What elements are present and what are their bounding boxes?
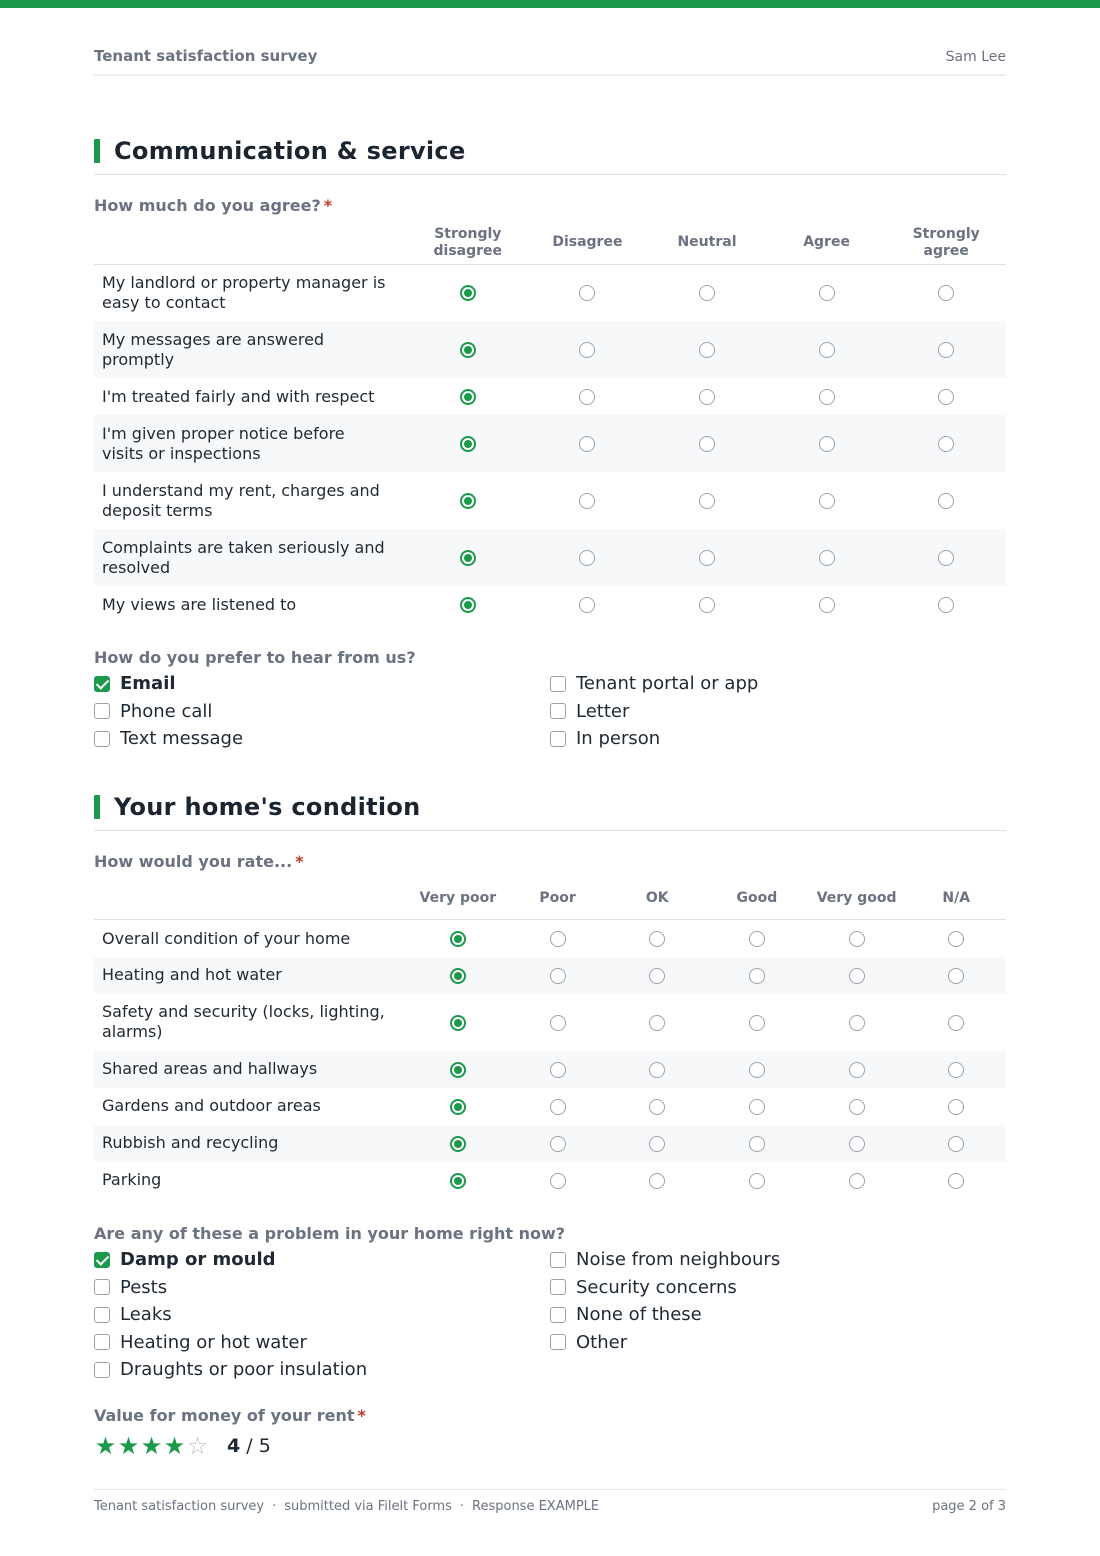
footer-form-name: Tenant satisfaction survey <box>94 1499 265 1514</box>
radio-button[interactable] <box>579 389 595 405</box>
radio-cell <box>767 264 887 321</box>
radio-cell <box>767 415 887 472</box>
radio-cell <box>508 994 608 1051</box>
radio-button[interactable] <box>450 968 466 984</box>
radio-cell <box>408 1125 508 1162</box>
radio-button[interactable] <box>699 550 715 566</box>
radio-button[interactable] <box>849 931 865 947</box>
radio-cell <box>886 415 1006 472</box>
rate-matrix <box>94 878 1006 1199</box>
column-header: OK <box>645 890 669 907</box>
checkbox-label: Security concerns <box>576 1276 737 1298</box>
row-label: I'm given proper notice before visits or inspections <box>102 423 345 463</box>
problems-options <box>94 1246 1006 1384</box>
question-text: How would you rate... <box>94 851 293 871</box>
checkbox-label: Other <box>576 1331 628 1353</box>
checkbox[interactable] <box>94 1252 110 1268</box>
checkbox-label: Phone call <box>120 700 213 722</box>
radio-cell <box>906 1162 1006 1199</box>
checkbox[interactable] <box>550 731 566 747</box>
respondent-name: Sam Lee <box>945 49 1006 65</box>
footer-meta <box>94 1499 599 1514</box>
options-column-left <box>94 1246 550 1384</box>
required-marker: * <box>357 1405 366 1425</box>
column-header: N/A <box>942 890 971 907</box>
radio-button[interactable] <box>579 493 595 509</box>
radio-button[interactable] <box>938 389 954 405</box>
radio-cell <box>886 321 1006 378</box>
radio-cell <box>508 1125 608 1162</box>
checkbox-option[interactable] <box>550 1246 1006 1274</box>
row-label: Rubbish and recycling <box>102 1133 279 1153</box>
stars-group <box>94 1431 209 1460</box>
radio-button[interactable] <box>819 597 835 613</box>
radio-button[interactable] <box>849 1136 865 1152</box>
radio-button[interactable] <box>938 342 954 358</box>
checkbox-option[interactable] <box>550 725 1006 753</box>
checkbox[interactable] <box>94 1334 110 1350</box>
radio-cell <box>707 920 807 957</box>
radio-cell <box>607 1125 707 1162</box>
matrix-body <box>94 264 1006 623</box>
column-header: Very poor <box>419 890 497 907</box>
checkbox[interactable] <box>94 1362 110 1378</box>
footer-separator: · <box>459 1499 465 1514</box>
matrix-row <box>94 957 1006 994</box>
checkbox[interactable] <box>550 1252 566 1268</box>
radio-cell <box>408 472 528 529</box>
radio-button[interactable] <box>749 968 765 984</box>
radio-button[interactable] <box>579 597 595 613</box>
radio-cell <box>528 415 648 472</box>
checkbox[interactable] <box>94 731 110 747</box>
row-label: Heating and hot water <box>102 965 282 985</box>
matrix-row <box>94 1125 1006 1162</box>
star-rating[interactable] <box>94 1431 1006 1461</box>
top-accent-bar <box>0 0 1100 8</box>
radio-button[interactable] <box>550 931 566 947</box>
checkbox-label: Noise from neighbours <box>576 1249 781 1271</box>
radio-button[interactable] <box>948 1173 964 1189</box>
section-marker <box>94 139 100 163</box>
radio-cell <box>508 957 608 994</box>
checkbox[interactable] <box>94 1307 110 1323</box>
radio-button[interactable] <box>749 931 765 947</box>
checkbox-option[interactable] <box>94 725 550 753</box>
section-title: Your home's condition <box>114 792 421 821</box>
star-filled-icon[interactable]: ★ <box>94 1431 117 1460</box>
radio-button[interactable] <box>938 493 954 509</box>
checkbox[interactable] <box>550 1307 566 1323</box>
question-text: How much do you agree? <box>94 196 321 215</box>
radio-button[interactable] <box>699 285 715 301</box>
radio-cell <box>607 1051 707 1088</box>
radio-cell <box>528 321 648 378</box>
radio-cell <box>707 1088 807 1125</box>
column-header: Strongly agree <box>912 225 980 259</box>
checkbox-option[interactable] <box>550 1301 1006 1329</box>
checkbox-option[interactable] <box>94 1301 550 1329</box>
radio-cell <box>528 264 648 321</box>
agree-question-label <box>94 196 1006 216</box>
radio-cell <box>508 920 608 957</box>
checkbox-option[interactable] <box>94 670 550 698</box>
checkbox[interactable] <box>550 703 566 719</box>
radio-button[interactable] <box>938 436 954 452</box>
checkbox-label: Tenant portal or app <box>576 673 759 695</box>
matrix-row <box>94 1088 1006 1125</box>
radio-cell <box>807 1162 907 1199</box>
radio-button[interactable] <box>649 968 665 984</box>
radio-button[interactable] <box>749 1062 765 1078</box>
radio-cell <box>607 1162 707 1199</box>
radio-button[interactable] <box>948 1099 964 1115</box>
radio-cell <box>807 1125 907 1162</box>
problems-question-label <box>94 1224 1006 1244</box>
row-label: My landlord or property manager is easy to contact <box>102 272 386 312</box>
radio-cell <box>707 957 807 994</box>
radio-cell <box>767 321 887 378</box>
radio-button[interactable] <box>550 968 566 984</box>
matrix-row <box>94 378 1006 415</box>
row-label: Overall condition of your home <box>102 928 351 948</box>
matrix-header-row <box>94 222 1006 264</box>
radio-cell <box>647 378 767 415</box>
radio-cell <box>408 415 528 472</box>
radio-button[interactable] <box>749 1136 765 1152</box>
page-header <box>94 8 1006 76</box>
radio-button[interactable] <box>460 389 476 405</box>
radio-button[interactable] <box>749 1015 765 1031</box>
row-label: Safety and security (locks, lighting, alarms) <box>102 1002 385 1042</box>
options-column-right <box>550 670 1006 753</box>
radio-cell <box>707 1162 807 1199</box>
row-label: My messages are answered promptly <box>102 329 325 369</box>
radio-cell <box>408 1162 508 1199</box>
matrix-row <box>94 1162 1006 1199</box>
radio-button[interactable] <box>579 342 595 358</box>
column-header: Very good <box>816 890 897 907</box>
radio-button[interactable] <box>819 285 835 301</box>
radio-button[interactable] <box>649 1136 665 1152</box>
radio-button[interactable] <box>948 1015 964 1031</box>
radio-button[interactable] <box>450 1099 466 1115</box>
radio-button[interactable] <box>579 550 595 566</box>
radio-cell <box>508 1051 608 1088</box>
radio-button[interactable] <box>849 1062 865 1078</box>
required-marker: * <box>295 851 304 871</box>
checkbox[interactable] <box>94 703 110 719</box>
radio-button[interactable] <box>849 1173 865 1189</box>
contact-pref-options <box>94 670 1006 753</box>
checkbox-option[interactable] <box>94 1356 550 1384</box>
radio-button[interactable] <box>649 1062 665 1078</box>
radio-cell <box>886 378 1006 415</box>
checkbox-label: None of these <box>576 1304 702 1326</box>
radio-button[interactable] <box>649 931 665 947</box>
row-label: Shared areas and hallways <box>102 1059 318 1079</box>
radio-cell <box>807 920 907 957</box>
matrix-header-row <box>94 878 1006 920</box>
survey-title: Tenant satisfaction survey <box>94 47 318 65</box>
radio-button[interactable] <box>550 1099 566 1115</box>
star-empty-icon[interactable]: ☆ <box>186 1431 209 1460</box>
radio-cell <box>807 957 907 994</box>
radio-cell <box>607 1088 707 1125</box>
value-question-label <box>94 1406 1006 1426</box>
radio-button[interactable] <box>819 436 835 452</box>
matrix-row <box>94 1051 1006 1088</box>
radio-button[interactable] <box>849 968 865 984</box>
contact-pref-question-label <box>94 648 1006 668</box>
radio-cell <box>906 994 1006 1051</box>
radio-cell <box>408 994 508 1051</box>
radio-button[interactable] <box>948 1136 964 1152</box>
radio-button[interactable] <box>948 931 964 947</box>
radio-cell <box>906 1125 1006 1162</box>
radio-cell <box>647 415 767 472</box>
star-filled-icon[interactable]: ★ <box>140 1431 163 1460</box>
column-header: Strongly disagree <box>433 225 503 259</box>
radio-button[interactable] <box>819 342 835 358</box>
radio-button[interactable] <box>649 1015 665 1031</box>
matrix-row <box>94 472 1006 529</box>
radio-cell <box>647 586 767 623</box>
radio-button[interactable] <box>579 285 595 301</box>
radio-button[interactable] <box>948 968 964 984</box>
column-header: Poor <box>539 890 576 907</box>
radio-cell <box>906 957 1006 994</box>
radio-cell <box>886 264 1006 321</box>
radio-button[interactable] <box>460 550 476 566</box>
page-number: page 2 of 3 <box>932 1499 1006 1514</box>
checkbox-label: Heating or hot water <box>120 1331 307 1353</box>
radio-cell <box>906 1051 1006 1088</box>
radio-button[interactable] <box>699 493 715 509</box>
radio-button[interactable] <box>819 493 835 509</box>
radio-cell <box>807 994 907 1051</box>
checkbox-option[interactable] <box>94 1246 550 1274</box>
radio-cell <box>408 378 528 415</box>
radio-cell <box>647 472 767 529</box>
rating-score: 4 <box>227 1434 241 1457</box>
row-label: Complaints are taken seriously and resolved <box>102 537 385 577</box>
checkbox[interactable] <box>94 1279 110 1295</box>
radio-button[interactable] <box>450 1136 466 1152</box>
checkbox-label: Text message <box>120 728 244 750</box>
matrix-row <box>94 264 1006 321</box>
checkbox[interactable] <box>550 676 566 692</box>
radio-button[interactable] <box>550 1136 566 1152</box>
options-column-left <box>94 670 550 753</box>
radio-button[interactable] <box>649 1173 665 1189</box>
page-footer <box>94 1489 1006 1514</box>
radio-cell <box>528 378 648 415</box>
radio-button[interactable] <box>460 436 476 452</box>
radio-cell <box>886 586 1006 623</box>
checkbox-label: Leaks <box>120 1304 172 1326</box>
row-label: I'm treated fairly and with respect <box>102 386 375 406</box>
section-condition <box>94 784 1006 831</box>
matrix-corner <box>94 222 408 264</box>
radio-button[interactable] <box>749 1099 765 1115</box>
rate-question-label <box>94 852 1006 872</box>
radio-cell <box>607 957 707 994</box>
radio-button[interactable] <box>460 285 476 301</box>
radio-button[interactable] <box>699 389 715 405</box>
radio-cell <box>408 529 528 586</box>
radio-cell <box>807 1088 907 1125</box>
star-filled-icon[interactable]: ★ <box>117 1431 140 1460</box>
row-label: I understand my rent, charges and deposit terms <box>102 480 380 520</box>
matrix-row <box>94 994 1006 1051</box>
radio-button[interactable] <box>550 1015 566 1031</box>
survey-page <box>94 8 1006 1461</box>
agree-matrix <box>94 222 1006 623</box>
radio-cell <box>607 920 707 957</box>
radio-cell <box>647 264 767 321</box>
radio-cell <box>767 529 887 586</box>
column-header: Disagree <box>552 234 623 251</box>
radio-cell <box>807 1051 907 1088</box>
radio-cell <box>408 1088 508 1125</box>
radio-button[interactable] <box>699 342 715 358</box>
matrix-row <box>94 529 1006 586</box>
checkbox-label: Draughts or poor insulation <box>120 1359 368 1381</box>
rating-value <box>227 1435 271 1457</box>
checkbox-option[interactable] <box>550 1329 1006 1357</box>
radio-button[interactable] <box>460 493 476 509</box>
checkbox-label: Pests <box>120 1276 168 1298</box>
row-label: Gardens and outdoor areas <box>102 1096 321 1116</box>
matrix-corner <box>94 878 408 920</box>
checkbox-option[interactable] <box>94 698 550 726</box>
section-title: Communication & service <box>114 137 466 165</box>
checkbox-option[interactable] <box>94 1329 550 1357</box>
question-text: Value for money of your rent <box>94 1405 355 1425</box>
options-column-right <box>550 1246 1006 1384</box>
required-marker: * <box>323 196 333 215</box>
star-filled-icon[interactable]: ★ <box>163 1431 186 1460</box>
radio-button[interactable] <box>450 1062 466 1078</box>
question-text: Are any of these a problem in your home right now? <box>94 1223 566 1243</box>
radio-cell <box>767 378 887 415</box>
radio-cell <box>647 529 767 586</box>
radio-cell <box>607 994 707 1051</box>
checkbox[interactable] <box>550 1279 566 1295</box>
radio-cell <box>886 472 1006 529</box>
column-header: Neutral <box>677 234 737 251</box>
column-header: Agree <box>803 234 850 251</box>
radio-button[interactable] <box>460 597 476 613</box>
row-label: My views are listened to <box>102 594 297 614</box>
radio-button[interactable] <box>550 1173 566 1189</box>
radio-cell <box>767 586 887 623</box>
column-header: Good <box>736 890 778 907</box>
radio-button[interactable] <box>450 1015 466 1031</box>
radio-cell <box>528 529 648 586</box>
radio-button[interactable] <box>849 1015 865 1031</box>
section-communication <box>94 128 1006 175</box>
checkbox-label: Letter <box>576 700 630 722</box>
rating-max: / 5 <box>246 1434 271 1457</box>
checkbox-option[interactable] <box>94 1273 550 1301</box>
radio-button[interactable] <box>579 436 595 452</box>
checkbox[interactable] <box>550 1334 566 1350</box>
section-marker <box>94 795 100 819</box>
question-text: How do you prefer to hear from us? <box>94 648 416 667</box>
radio-button[interactable] <box>938 597 954 613</box>
checkbox-label: In person <box>576 728 661 750</box>
radio-cell <box>707 1051 807 1088</box>
matrix-row <box>94 415 1006 472</box>
footer-response: Response EXAMPLE <box>472 1499 600 1514</box>
checkbox-option[interactable] <box>550 670 1006 698</box>
radio-button[interactable] <box>450 931 466 947</box>
radio-cell <box>906 920 1006 957</box>
radio-cell <box>886 529 1006 586</box>
radio-button[interactable] <box>819 550 835 566</box>
checkbox-option[interactable] <box>550 1273 1006 1301</box>
radio-cell <box>707 1125 807 1162</box>
radio-button[interactable] <box>550 1062 566 1078</box>
radio-cell <box>906 1088 1006 1125</box>
radio-cell <box>528 472 648 529</box>
radio-button[interactable] <box>819 389 835 405</box>
radio-cell <box>528 586 648 623</box>
matrix-row <box>94 586 1006 623</box>
radio-cell <box>408 264 528 321</box>
radio-cell <box>767 472 887 529</box>
radio-button[interactable] <box>649 1099 665 1115</box>
matrix-row <box>94 920 1006 957</box>
checkbox[interactable] <box>94 676 110 692</box>
radio-button[interactable] <box>948 1062 964 1078</box>
radio-cell <box>408 1051 508 1088</box>
checkbox-label: Email <box>120 673 176 695</box>
radio-cell <box>508 1088 608 1125</box>
radio-cell <box>408 321 528 378</box>
radio-cell <box>508 1162 608 1199</box>
radio-cell <box>647 321 767 378</box>
radio-button[interactable] <box>849 1099 865 1115</box>
checkbox-label: Damp or mould <box>120 1249 276 1271</box>
radio-button[interactable] <box>938 550 954 566</box>
checkbox-option[interactable] <box>550 698 1006 726</box>
radio-cell <box>408 920 508 957</box>
radio-button[interactable] <box>938 285 954 301</box>
footer-submitted: submitted via Filelt Forms <box>284 1499 452 1514</box>
row-label: Parking <box>102 1170 162 1190</box>
radio-button[interactable] <box>460 342 476 358</box>
radio-button[interactable] <box>699 597 715 613</box>
radio-button[interactable] <box>450 1173 466 1189</box>
radio-button[interactable] <box>749 1173 765 1189</box>
radio-button[interactable] <box>699 436 715 452</box>
radio-cell <box>707 994 807 1051</box>
radio-cell <box>408 586 528 623</box>
matrix-row <box>94 321 1006 378</box>
footer-separator: · <box>272 1499 277 1514</box>
matrix-body <box>94 920 1006 1199</box>
radio-cell <box>408 957 508 994</box>
